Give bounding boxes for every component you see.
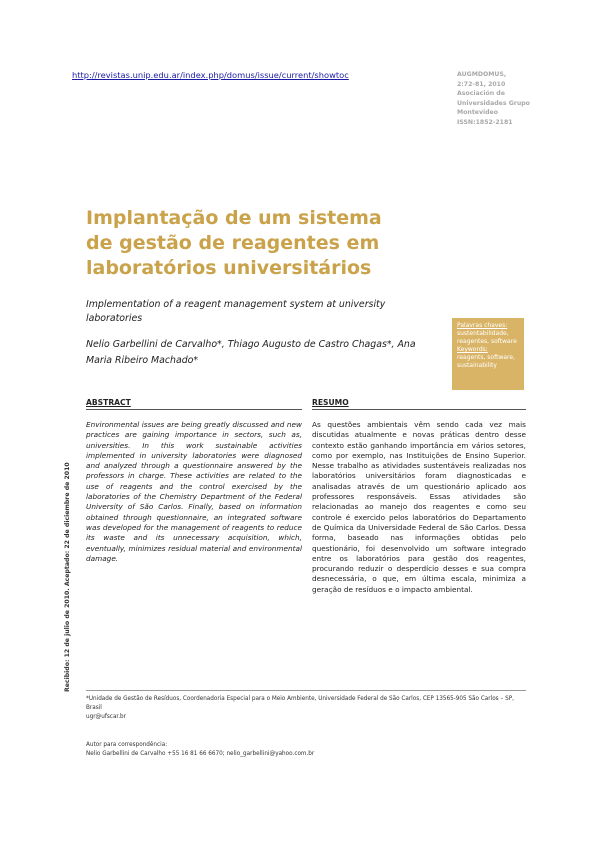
journal-meta-line: Asociación de [457, 90, 505, 98]
journal-meta-line: ISSN:1852-2181 [457, 118, 513, 126]
correspondence [86, 741, 526, 758]
resumo-text: As questões ambientais vêm sendo cada vez mais discutidas atualmente e novas práticas dentro desse contexto estão ganhando importância em vários setores, como por exemplo, nas Instituições de Ensino Superior. Nesse trabalho as atividades sustentáveis realizadas nos laboratórios universitários foram diagnosticadas e analisadas através de um questionário aplicado aos professores responsáveis. Essas atividades são relacionadas ao manejo dos reagentes e como seu controle é exercido pelos laboratórios do Departamento de Química da Universidade Federal de São Carlos. Dessa forma, baseado nas informações obtidas pelo questionário, foi desenvolvido um software integrado entre os laboratórios para gestão dos reagentes, procurando reduzir o desperdício desses e sua compra desnecessária, o que, em última escala, minimiza a geração de resíduos e o impacto ambiental. [312, 420, 526, 594]
abstract-heading: ABSTRACT [86, 398, 131, 407]
keywords-en-label: Keywords: [457, 346, 488, 353]
resumo-divider [312, 409, 526, 410]
footnote-email: ugr@ufscar.br [86, 714, 126, 721]
journal-meta-line: 2:72-81, 2010 [457, 80, 506, 88]
journal-url-link[interactable]: http://revistas.unip.edu.ar/index.php/domus/issue/current/showtoc [72, 70, 349, 80]
keywords-pt-label: Palavras chaves: [457, 322, 508, 329]
english-title: Implementation of a reagent management system at university laboratories [86, 299, 386, 324]
correspondence-contact: Nelio Garbellini de Carvalho +55 16 81 66 6670; nelio_garbellini@yahoo.com.br [86, 750, 315, 757]
abstract-text: Environmental issues are being greatly discussed and new practices are gaining importance in sectors, such as, universities. In this work sustainable activities implemented in university laboratories were diagnosed and analyzed through a questionnaire answered by the professors in charge. These activities are related to the use of reagents and the control exercised by the laboratories of the Chemistry Department of the Federal University of São Carlos. Finally, based on information obtained through questionnaire, an integrated software was developed for the management of reagents to reduce its waste and its unnecessary acquisition, which, eventually, minimizes residual material and environmental damage. [86, 420, 302, 563]
footnote-divider [86, 690, 526, 691]
abstract-divider [86, 409, 302, 410]
footnote-affiliation: *Unidade de Gestão de Resíduos, Coordenadoria Especial para o Meio Ambiente, Universidade Federal de São Carlos, CEP 13565-905 São Carlos – SP, Brasil [86, 696, 514, 712]
article-title [86, 206, 426, 281]
keywords-en-terms: reagents, software, sustainability [457, 354, 515, 369]
journal-meta-line: AUGMDOMUS, [457, 71, 507, 78]
journal-meta [457, 70, 557, 128]
article-title-line: de gestão de reagentes em [86, 232, 380, 254]
article-title-line: laboratórios universitários [86, 257, 372, 279]
authors: Nelio Garbellini de Carvalho*, Thiago Augusto de Castro Chagas*, Ana Maria Ribeiro Machado* [86, 339, 416, 366]
journal-meta-line: Universidades Grupo [457, 99, 530, 107]
keywords-box [452, 318, 524, 390]
footnote [86, 695, 526, 723]
correspondence-label: Autor para correspondência: [86, 742, 168, 748]
received-accepted-note [64, 402, 76, 692]
journal-meta-line: Montevideo [457, 109, 498, 117]
received-accepted-text: Recibido: 12 de julio de 2010. Aceptado: 22 de diciembre de 2010 [64, 462, 71, 692]
article-title-line: Implantação de um sistema [86, 207, 382, 229]
resumo-heading: RESUMO [312, 398, 349, 407]
keywords-pt-terms: sustentabilidade, reagentes, software [457, 330, 517, 345]
